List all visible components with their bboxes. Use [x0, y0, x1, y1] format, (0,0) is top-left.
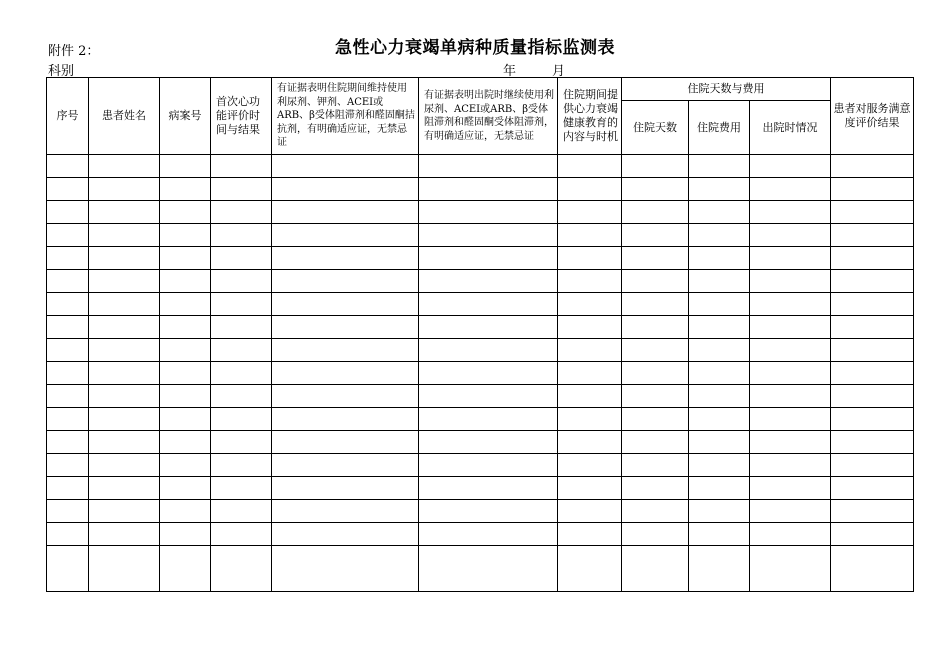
table-cell	[160, 546, 211, 592]
col-header-name: 患者姓名	[89, 78, 160, 155]
table-cell	[419, 339, 558, 362]
table-cell	[47, 224, 89, 247]
table-cell	[211, 385, 272, 408]
table-cell	[622, 454, 689, 477]
table-cell	[211, 454, 272, 477]
table-cell	[89, 500, 160, 523]
table-cell	[47, 385, 89, 408]
table-cell	[211, 339, 272, 362]
table-cell	[47, 362, 89, 385]
table-cell	[831, 431, 914, 454]
col-header-satisfaction: 患者对服务满意度评价结果	[831, 78, 914, 155]
table-cell	[47, 546, 89, 592]
table-row	[47, 339, 914, 362]
table-cell	[831, 339, 914, 362]
table-cell	[272, 155, 419, 178]
table-cell	[831, 316, 914, 339]
table-cell	[622, 247, 689, 270]
table-cell	[750, 500, 831, 523]
table-cell	[419, 270, 558, 293]
table-cell	[689, 546, 750, 592]
table-cell	[47, 293, 89, 316]
table-cell	[160, 178, 211, 201]
table-cell	[622, 362, 689, 385]
table-cell	[419, 500, 558, 523]
table-cell	[160, 201, 211, 224]
table-cell	[558, 247, 622, 270]
table-cell	[419, 431, 558, 454]
table-cell	[750, 155, 831, 178]
table-cell	[689, 224, 750, 247]
table-cell	[419, 546, 558, 592]
table-cell	[47, 431, 89, 454]
table-cell	[160, 523, 211, 546]
table-cell	[89, 247, 160, 270]
table-cell	[831, 293, 914, 316]
table-row	[47, 408, 914, 431]
table-cell	[622, 201, 689, 224]
table-cell	[689, 362, 750, 385]
table-cell	[160, 431, 211, 454]
table-cell	[419, 201, 558, 224]
table-row	[47, 316, 914, 339]
table-cell	[272, 523, 419, 546]
table-cell	[689, 201, 750, 224]
table-row	[47, 454, 914, 477]
table-cell	[622, 270, 689, 293]
table-cell	[622, 431, 689, 454]
table-cell	[47, 155, 89, 178]
table-row	[47, 247, 914, 270]
table-cell	[89, 155, 160, 178]
table-cell	[831, 155, 914, 178]
table-cell	[622, 178, 689, 201]
table-cell	[160, 155, 211, 178]
table-cell	[558, 201, 622, 224]
table-cell	[831, 385, 914, 408]
table-cell	[622, 316, 689, 339]
table-cell	[211, 523, 272, 546]
table-cell	[211, 431, 272, 454]
table-cell	[160, 316, 211, 339]
table-cell	[558, 155, 622, 178]
table-cell	[831, 454, 914, 477]
table-cell	[272, 247, 419, 270]
table-cell	[558, 454, 622, 477]
table-row	[47, 362, 914, 385]
table-cell	[831, 546, 914, 592]
table-cell	[622, 477, 689, 500]
table-cell	[211, 500, 272, 523]
table-cell	[47, 500, 89, 523]
table-cell	[750, 431, 831, 454]
table-cell	[47, 454, 89, 477]
table-cell	[622, 339, 689, 362]
table-row	[47, 155, 914, 178]
col-header-seq: 序号	[47, 78, 89, 155]
table-cell	[211, 155, 272, 178]
table-cell	[160, 454, 211, 477]
table-cell	[272, 293, 419, 316]
table-cell	[750, 293, 831, 316]
table-cell	[160, 293, 211, 316]
table-cell	[272, 270, 419, 293]
year-label: 年	[503, 64, 517, 79]
table-cell	[272, 178, 419, 201]
table-cell	[89, 385, 160, 408]
table-cell	[272, 362, 419, 385]
table-cell	[750, 454, 831, 477]
table-cell	[47, 408, 89, 431]
table-cell	[419, 523, 558, 546]
table-cell	[622, 523, 689, 546]
table-cell	[47, 247, 89, 270]
table-cell	[689, 523, 750, 546]
table-cell	[558, 500, 622, 523]
col-header-record: 病案号	[160, 78, 211, 155]
table-cell	[558, 431, 622, 454]
table-cell	[558, 385, 622, 408]
table-row	[47, 201, 914, 224]
table-cell	[160, 247, 211, 270]
table-cell	[689, 408, 750, 431]
table-cell	[89, 270, 160, 293]
table-cell	[47, 339, 89, 362]
table-cell	[89, 431, 160, 454]
table-cell	[211, 270, 272, 293]
table-cell	[272, 201, 419, 224]
table-cell	[689, 477, 750, 500]
table-cell	[160, 500, 211, 523]
table-row	[47, 431, 914, 454]
table-cell	[750, 362, 831, 385]
table-cell	[558, 408, 622, 431]
table-cell	[831, 224, 914, 247]
table-cell	[558, 224, 622, 247]
table-cell	[160, 224, 211, 247]
table-cell	[160, 385, 211, 408]
table-cell	[211, 408, 272, 431]
col-header-cost: 住院费用	[689, 101, 750, 155]
table-row	[47, 270, 914, 293]
col-header-education: 住院期间提供心力衰竭健康教育的内容与时机	[558, 78, 622, 155]
table-row	[47, 178, 914, 201]
table-cell	[689, 454, 750, 477]
table-cell	[558, 316, 622, 339]
table-row	[47, 500, 914, 523]
table-cell	[272, 477, 419, 500]
table-cell	[750, 224, 831, 247]
group-header-stay-cost: 住院天数与费用	[622, 78, 831, 101]
table-cell	[89, 316, 160, 339]
table-cell	[750, 339, 831, 362]
table-cell	[160, 339, 211, 362]
table-cell	[750, 247, 831, 270]
table-cell	[622, 293, 689, 316]
col-header-inhospital-drugs: 有证据表明住院期间维持使用利尿剂、钾剂、ACEI或ARB、β受体阻滞剂和醛固酮拮抗剂，有明确适应证，无禁忌证	[272, 78, 419, 155]
table-cell	[622, 500, 689, 523]
table-cell	[272, 500, 419, 523]
table-cell	[831, 201, 914, 224]
table-cell	[831, 500, 914, 523]
col-header-discharge-drugs: 有证据表明出院时继续使用利尿剂、ACEI或ARB、β受体阻滞剂和醛固酮受体阻滞剂，有明确适应证，无禁忌证	[419, 78, 558, 155]
table-cell	[47, 477, 89, 500]
table-cell	[47, 523, 89, 546]
table-cell	[831, 523, 914, 546]
table-cell	[689, 293, 750, 316]
table-cell	[160, 408, 211, 431]
page-title: 急性心力衰竭单病种质量指标监测表	[335, 38, 615, 58]
table-cell	[419, 316, 558, 339]
table-cell	[89, 293, 160, 316]
table-cell	[211, 293, 272, 316]
monitoring-table	[46, 77, 914, 592]
table-cell	[831, 178, 914, 201]
table-cell	[419, 408, 558, 431]
table-row	[47, 385, 914, 408]
table-cell	[211, 224, 272, 247]
table-cell	[689, 431, 750, 454]
table-cell	[419, 362, 558, 385]
table-cell	[689, 385, 750, 408]
table-cell	[211, 247, 272, 270]
col-header-days: 住院天数	[622, 101, 689, 155]
table-cell	[558, 477, 622, 500]
table-cell	[272, 431, 419, 454]
col-header-cardiac-eval: 首次心功能评价时间与结果	[211, 78, 272, 155]
table-cell	[558, 339, 622, 362]
table-cell	[689, 155, 750, 178]
table-cell	[89, 224, 160, 247]
table-cell	[558, 293, 622, 316]
table-cell	[160, 477, 211, 500]
table-row	[47, 224, 914, 247]
header-row-1	[47, 78, 914, 101]
table-cell	[89, 201, 160, 224]
table-cell	[419, 155, 558, 178]
table-cell	[831, 477, 914, 500]
table-cell	[211, 362, 272, 385]
table-cell	[622, 385, 689, 408]
table-cell	[831, 270, 914, 293]
table-cell	[750, 201, 831, 224]
table-cell	[272, 408, 419, 431]
table-cell	[419, 477, 558, 500]
table-cell	[689, 270, 750, 293]
table-cell	[272, 546, 419, 592]
table-cell	[419, 247, 558, 270]
table-cell	[419, 454, 558, 477]
table-cell	[419, 224, 558, 247]
table-row	[47, 293, 914, 316]
table-cell	[419, 293, 558, 316]
table-cell	[272, 339, 419, 362]
attachment-label: 附件 2：	[48, 44, 100, 59]
col-header-discharge-status: 出院时情况	[750, 101, 831, 155]
table-cell	[831, 362, 914, 385]
table-cell	[558, 362, 622, 385]
table-cell	[689, 500, 750, 523]
table-cell	[211, 546, 272, 592]
table-cell	[750, 546, 831, 592]
table-cell	[689, 339, 750, 362]
table-cell	[419, 178, 558, 201]
table-cell	[47, 316, 89, 339]
table-row	[47, 477, 914, 500]
table-cell	[831, 247, 914, 270]
table-cell	[47, 201, 89, 224]
table-cell	[89, 339, 160, 362]
table-cell	[89, 523, 160, 546]
department-label: 科别	[48, 64, 75, 79]
table-cell	[689, 247, 750, 270]
table-cell	[89, 477, 160, 500]
table-cell	[419, 385, 558, 408]
table-cell	[272, 454, 419, 477]
table-cell	[689, 178, 750, 201]
table-cell	[750, 408, 831, 431]
table-cell	[47, 178, 89, 201]
table-cell	[622, 546, 689, 592]
table-cell	[622, 155, 689, 178]
month-label: 月	[552, 64, 566, 79]
table-cell	[558, 178, 622, 201]
table-cell	[160, 362, 211, 385]
table-row	[47, 546, 914, 592]
table-cell	[558, 523, 622, 546]
table-cell	[89, 362, 160, 385]
table-row	[47, 523, 914, 546]
table-cell	[750, 270, 831, 293]
table-cell	[689, 316, 750, 339]
table-cell	[272, 385, 419, 408]
table-cell	[47, 270, 89, 293]
table-cell	[558, 546, 622, 592]
table-cell	[89, 408, 160, 431]
table-cell	[160, 270, 211, 293]
table-cell	[89, 178, 160, 201]
table-cell	[831, 408, 914, 431]
table-cell	[211, 316, 272, 339]
table-cell	[211, 477, 272, 500]
table-cell	[622, 408, 689, 431]
table-cell	[89, 454, 160, 477]
table-cell	[750, 385, 831, 408]
table-cell	[211, 178, 272, 201]
table-cell	[750, 523, 831, 546]
table-cell	[750, 316, 831, 339]
table-cell	[211, 201, 272, 224]
table-cell	[622, 224, 689, 247]
table-cell	[558, 270, 622, 293]
table-cell	[272, 316, 419, 339]
table-cell	[750, 178, 831, 201]
table-cell	[750, 477, 831, 500]
table-body	[47, 155, 914, 592]
table-cell	[272, 224, 419, 247]
table-cell	[89, 546, 160, 592]
